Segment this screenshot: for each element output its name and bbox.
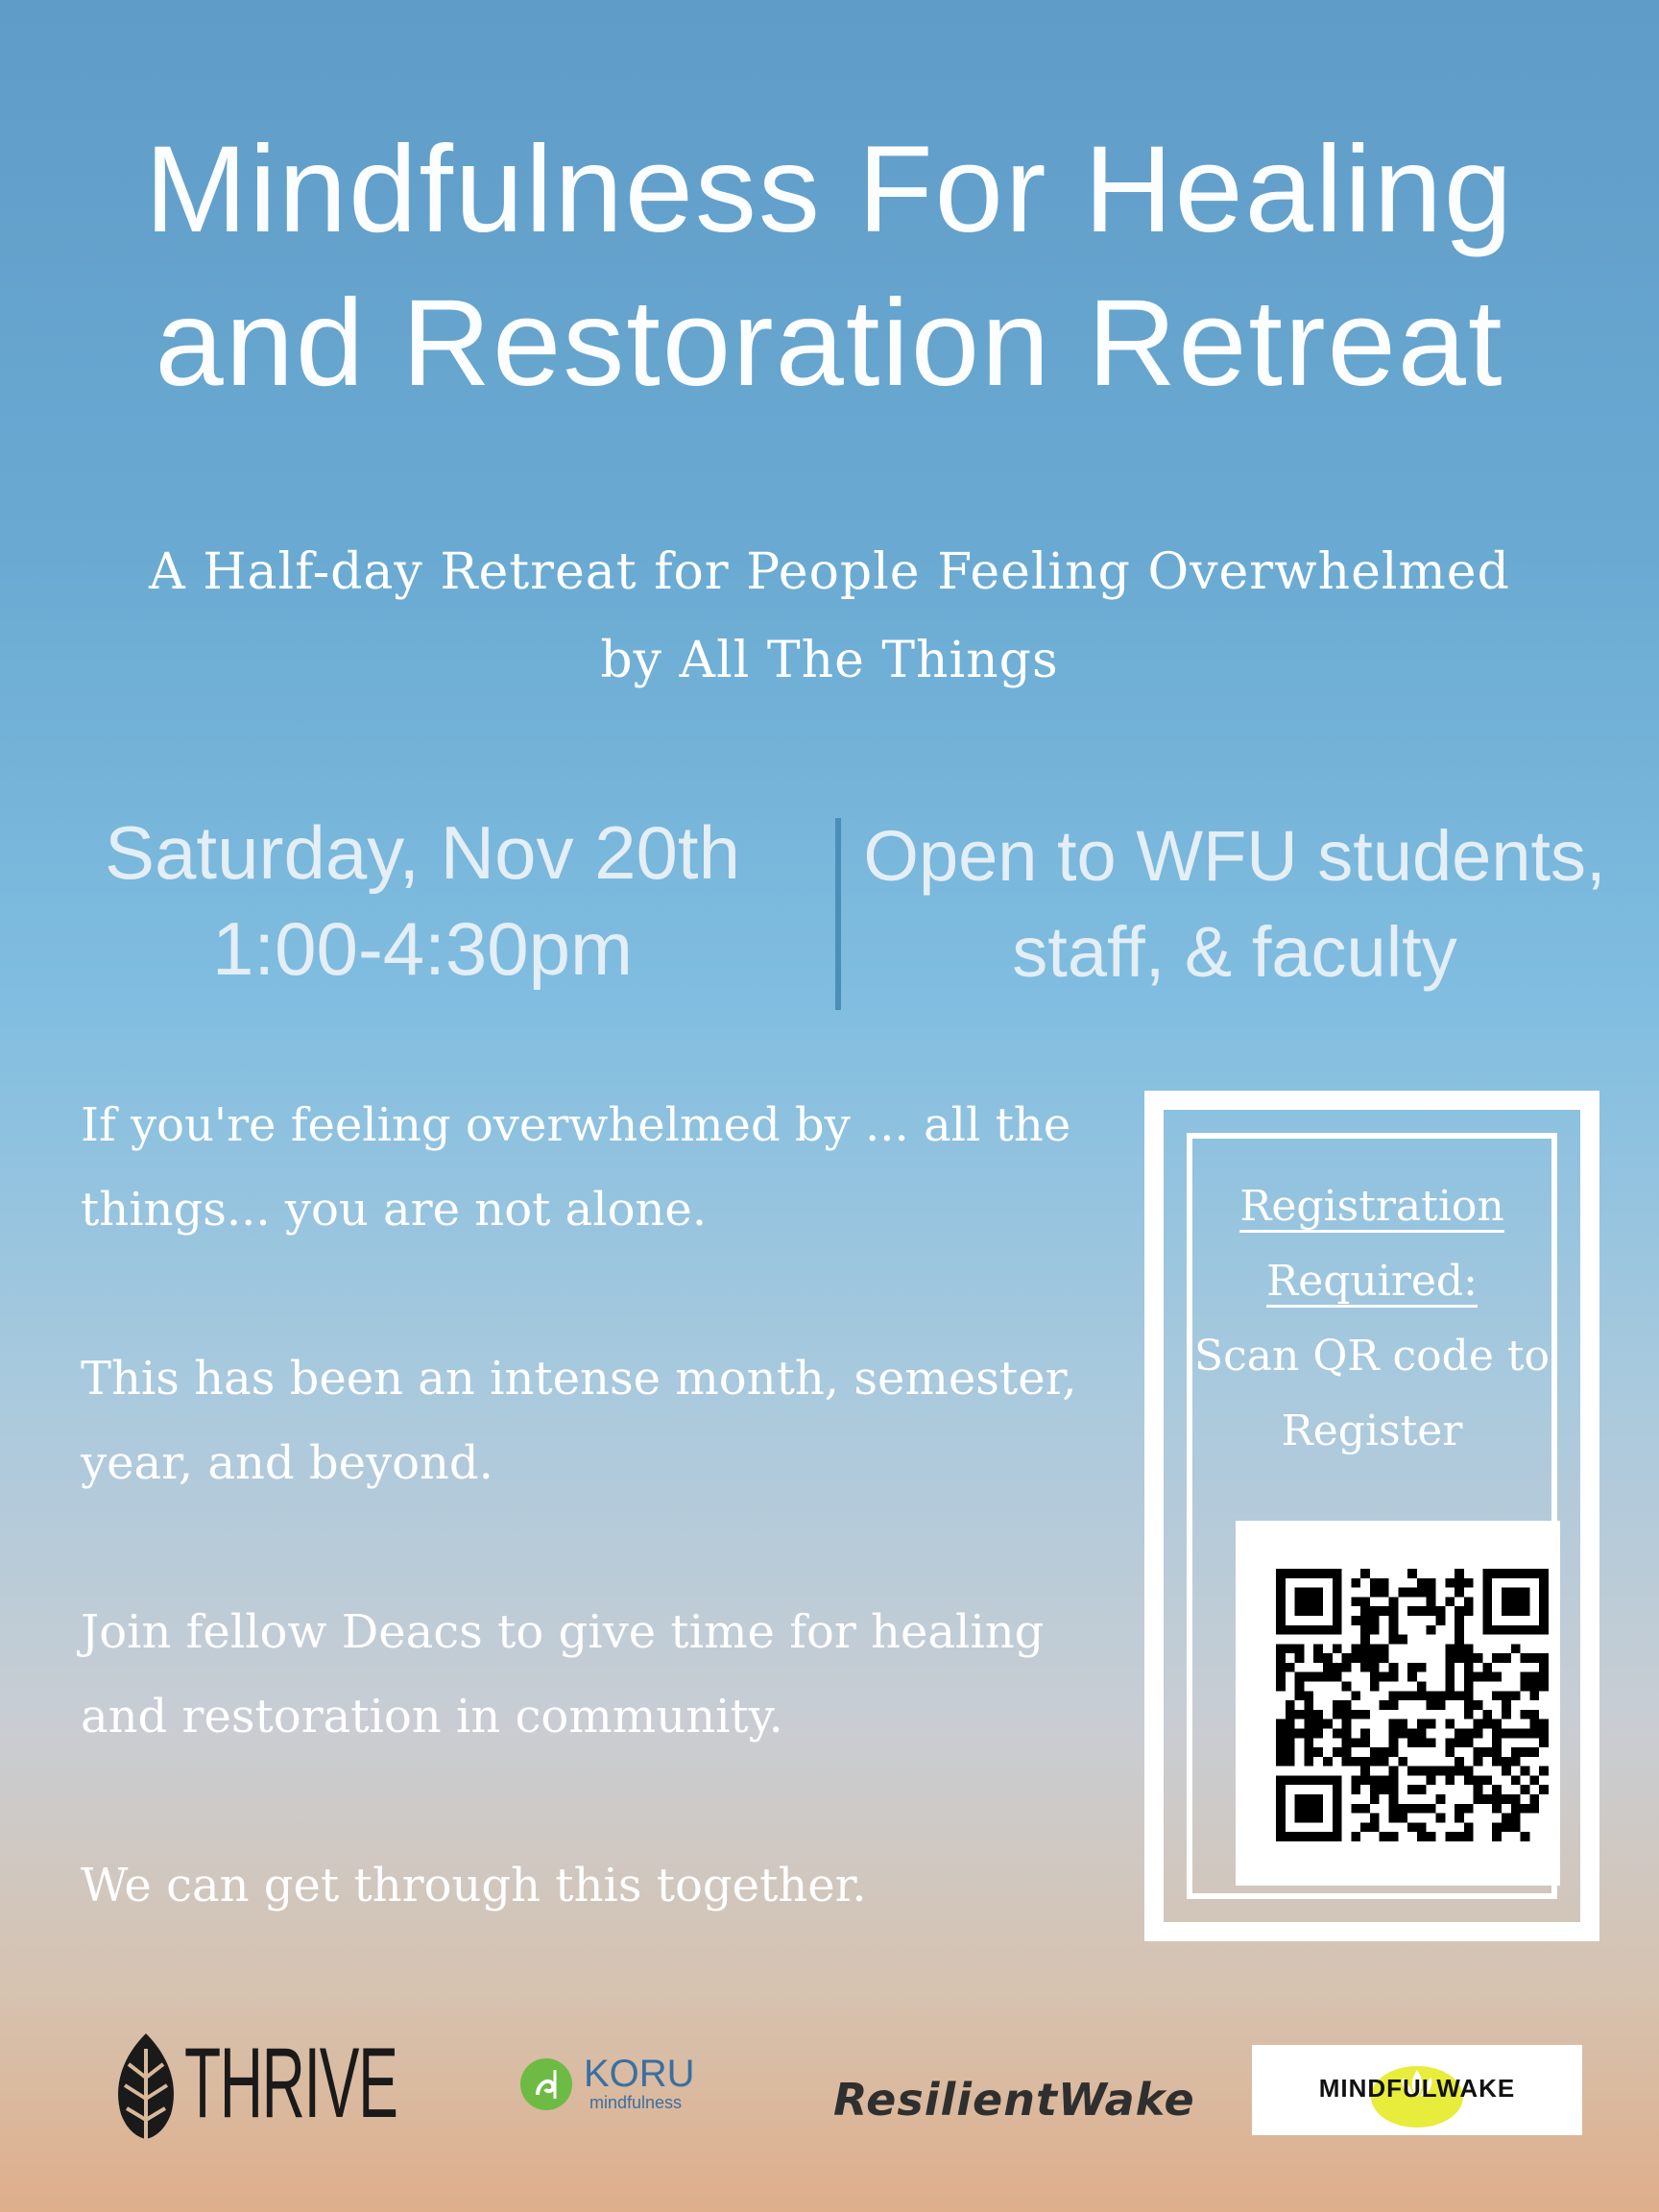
mindfulwake-logo xyxy=(1252,2045,1582,2135)
registration-box xyxy=(1144,1091,1599,1941)
title-line-1: Mindfulness For Healing xyxy=(144,121,1515,258)
leaf-icon xyxy=(111,2030,180,2143)
qr-code[interactable] xyxy=(1236,1521,1560,1886)
description xyxy=(81,1083,1118,2012)
thrive-wordmark: THRIVE xyxy=(184,2028,397,2139)
description-paragraph-2: This has been an intense month, semester, year, and beyond. xyxy=(81,1352,1077,1490)
subtitle-line-1: A Half-day Retreat for People Feeling Overwhelmed xyxy=(149,543,1510,601)
event-datetime xyxy=(38,805,806,997)
mindfulwake-wordmark: MINDFULWAKE xyxy=(1318,2074,1516,2103)
audience-line-2: staff, & faculty xyxy=(1012,912,1457,992)
registration-heading-2: Required: xyxy=(1266,1257,1478,1306)
koru-fern-icon xyxy=(518,2056,574,2112)
event-audience xyxy=(860,808,1609,1000)
registration-inner-frame xyxy=(1187,1133,1557,1899)
page-title xyxy=(0,113,1659,421)
audience-line-1: Open to WFU students, xyxy=(863,816,1606,896)
koru-wordmark: KORU xyxy=(584,2053,695,2095)
resilientwake-logo: ResilientWake xyxy=(833,2074,1195,2126)
registration-instruction-2: Register xyxy=(1281,1407,1463,1455)
description-paragraph-4: We can get through this together. xyxy=(81,1859,867,1912)
qr-code-icon xyxy=(1276,1569,1549,1841)
sponsor-logos xyxy=(0,2016,1659,2170)
subtitle-line-2: by All The Things xyxy=(600,632,1059,689)
event-date: Saturday, Nov 20th xyxy=(105,810,740,895)
thrive-logo xyxy=(111,2026,397,2141)
subtitle xyxy=(0,528,1659,705)
registration-instruction-1: Scan QR code to xyxy=(1193,1332,1551,1381)
koru-logo xyxy=(518,2055,730,2122)
event-time: 1:00-4:30pm xyxy=(212,906,633,991)
registration-text xyxy=(1192,1169,1551,1469)
koru-subtitle: mindfulness xyxy=(589,2093,683,2112)
registration-heading-1: Registration xyxy=(1239,1182,1504,1231)
title-line-2: and Restoration Retreat xyxy=(155,275,1504,412)
description-paragraph-1: If you're feeling overwhelmed by ... all the things... you are not alone. xyxy=(81,1098,1071,1237)
description-paragraph-3: Join fellow Deacs to give time for healing and restoration in community. xyxy=(81,1605,1045,1743)
info-divider xyxy=(835,818,841,1010)
